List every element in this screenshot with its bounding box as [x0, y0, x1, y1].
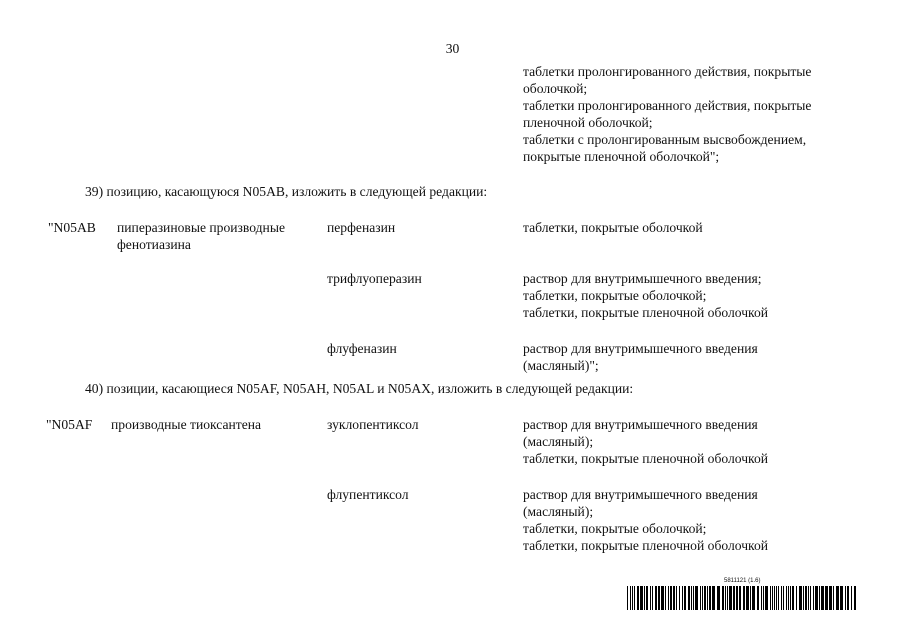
item-40-instruction: 40) позиции, касающиеся N05AF, N05AH, N05AL и N05AX, изложить в следующей редакции: [85, 381, 634, 396]
barcode-bar [646, 586, 648, 610]
barcode-bar [652, 586, 653, 610]
form-line: таблетки, покрытые оболочкой [523, 220, 703, 235]
barcode-bar [634, 586, 635, 610]
barcode-bar [808, 586, 809, 610]
barcode-bar [825, 586, 828, 610]
barcode-bar [752, 586, 755, 610]
drug-perphenazine-forms [523, 219, 703, 236]
drug-zuclopenthixol: зуклопентиксол [327, 417, 419, 432]
barcode-bar [691, 586, 692, 610]
barcode-bar [774, 586, 775, 610]
barcode-bar [805, 586, 807, 610]
barcode-bar [813, 586, 814, 610]
barcode-bar [670, 586, 672, 610]
barcode-bar [679, 586, 680, 610]
continuation-forms [523, 63, 811, 165]
barcode-bar [632, 586, 633, 610]
barcode-bar [704, 586, 706, 610]
form-line: раствор для внутримышечного введения; [523, 271, 762, 286]
barcode-bar [682, 586, 683, 610]
form-line: таблетки пролонгированного действия, покрытые [523, 98, 812, 113]
barcode-bar [627, 586, 628, 610]
barcode-bar [783, 586, 784, 610]
n05af-code: "N05AF [46, 417, 93, 432]
barcode-bar [673, 586, 675, 610]
barcode-bar [772, 586, 773, 610]
barcode-bar [796, 586, 797, 610]
barcode-bar [709, 586, 711, 610]
barcode-bar [655, 586, 657, 610]
barcode-bar [722, 586, 724, 610]
barcode-bar [750, 586, 751, 610]
form-line: пленочной оболочкой; [523, 115, 653, 130]
drug-flupentixol: флупентиксол [327, 487, 409, 502]
barcode-bar [712, 586, 715, 610]
barcode-bar [736, 586, 738, 610]
barcode-bar [840, 586, 843, 610]
form-line: таблетки с пролонгированным высвобождением, [523, 132, 807, 147]
barcode-bar [757, 586, 759, 610]
drug-zuclopenthixol-forms [523, 416, 768, 467]
barcode-bar [668, 586, 669, 610]
n05ab-group [117, 219, 285, 253]
barcode-bar [781, 586, 782, 610]
n05af-group: производные тиоксантена [111, 417, 262, 432]
form-line: покрытые пленочной оболочкой"; [523, 149, 720, 164]
barcode-bar [637, 586, 639, 610]
barcode-bar [821, 586, 824, 610]
barcode-bar [676, 586, 677, 610]
barcode-bar [770, 586, 771, 610]
barcode-bar [733, 586, 735, 610]
form-line: таблетки, покрытые пленочной оболочкой [523, 451, 769, 466]
form-line: (масляный); [523, 504, 594, 519]
barcode-bar [658, 586, 660, 610]
group-line: пиперазиновые производные [117, 220, 285, 235]
barcode-bar [851, 586, 852, 610]
barcode-bar [847, 586, 849, 610]
form-line: раствор для внутримышечного введения [523, 417, 758, 432]
barcode-bar [727, 586, 728, 610]
barcode-bar [700, 586, 701, 610]
barcode-bar [702, 586, 703, 610]
barcode-bar [799, 586, 802, 610]
barcode-bar [819, 586, 820, 610]
barcode-bar [765, 586, 768, 610]
barcode-bar [833, 586, 834, 610]
barcode-bar [763, 586, 764, 610]
barcode-bar [746, 586, 749, 610]
form-line: раствор для внутримышечного введения [523, 487, 758, 502]
page-number: 30 [445, 41, 460, 56]
drug-flupentixol-forms [523, 486, 768, 554]
barcode-bar [684, 586, 686, 610]
barcode-number: 5811121 (1.6) [724, 578, 761, 584]
barcode-bar [707, 586, 708, 610]
form-line: оболочкой; [523, 81, 588, 96]
barcode-bar [729, 586, 732, 610]
form-line: таблетки, покрытые пленочной оболочкой [523, 305, 769, 320]
form-line: таблетки, покрытые пленочной оболочкой [523, 538, 769, 553]
barcode-bar [739, 586, 741, 610]
barcode-bar [810, 586, 811, 610]
barcode-bar [688, 586, 690, 610]
drug-fluphenazine-forms [523, 340, 758, 374]
form-line: таблетки, покрытые оболочкой; [523, 288, 707, 303]
barcode-bar [630, 586, 631, 610]
barcode-bar [644, 586, 645, 610]
form-line: (масляный)"; [523, 358, 599, 373]
barcode-bar [845, 586, 846, 610]
barcode-bar [761, 586, 762, 610]
barcode-bar [693, 586, 694, 610]
drug-trifluoperazine-forms [523, 270, 768, 321]
barcode-bar [640, 586, 643, 610]
barcode-bar [803, 586, 804, 610]
barcode-bar [650, 586, 651, 610]
barcode-bar [786, 586, 787, 610]
drug-perphenazine: перфеназин [327, 220, 396, 235]
barcode-bar [854, 586, 856, 610]
form-line: (масляный); [523, 434, 594, 449]
form-line: таблетки пролонгированного действия, покрытые [523, 64, 812, 79]
barcode-bar [776, 586, 777, 610]
barcode-bar [829, 586, 832, 610]
barcode-bar [778, 586, 779, 610]
group-line: фенотиазина [117, 237, 191, 252]
n05ab-code: "N05AB [48, 220, 96, 235]
barcode-bar [695, 586, 698, 610]
barcode-bar [815, 586, 818, 610]
form-line: таблетки, покрытые оболочкой; [523, 521, 707, 536]
barcode-bar [788, 586, 789, 610]
barcode-bar [665, 586, 666, 610]
drug-trifluoperazine: трифлуоперазин [327, 271, 422, 286]
barcode-bar [661, 586, 664, 610]
barcode-bar [790, 586, 791, 610]
form-line: раствор для внутримышечного введения [523, 341, 758, 356]
drug-fluphenazine: флуфеназин [327, 341, 397, 356]
barcode-bar [743, 586, 745, 610]
barcode-bar [717, 586, 720, 610]
barcode-image [627, 586, 857, 610]
barcode-bar [836, 586, 839, 610]
barcode-bar [792, 586, 794, 610]
barcode-bar [725, 586, 726, 610]
item-39-instruction: 39) позицию, касающуюся N05AB, изложить в следующей редакции: [85, 184, 488, 199]
